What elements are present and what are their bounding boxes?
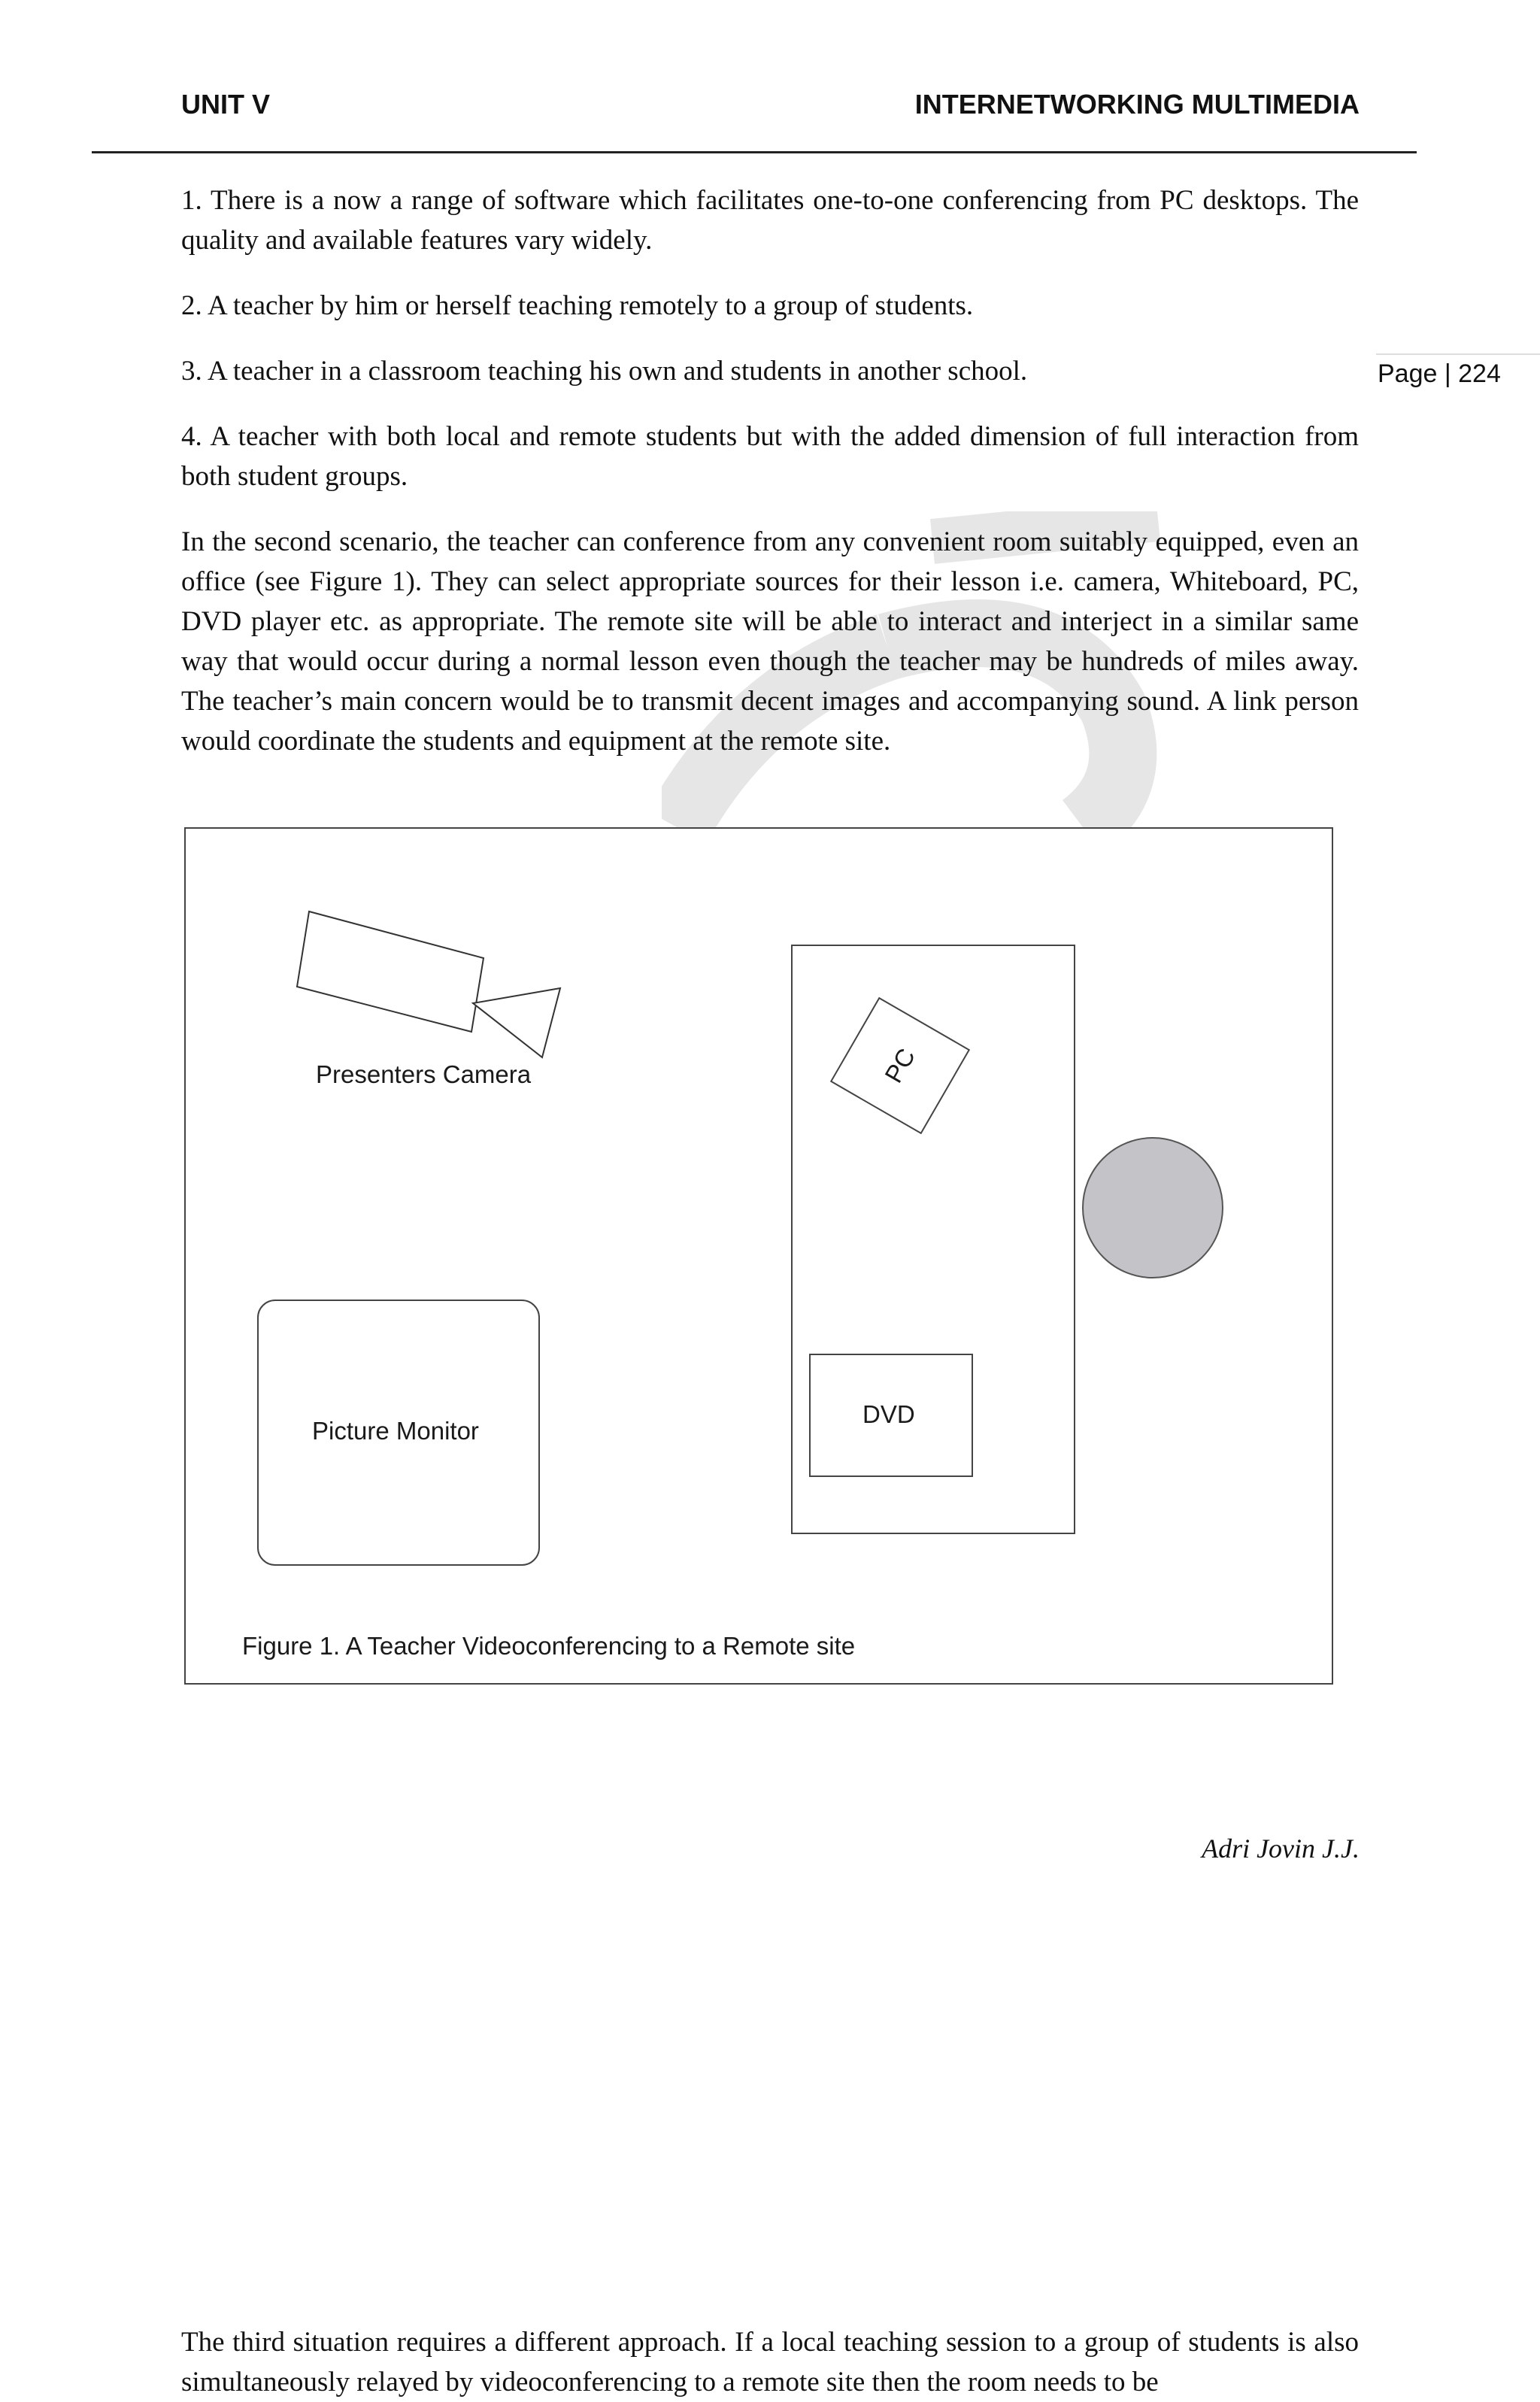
body-top xyxy=(181,180,1359,761)
paragraph-item-4: 4. A teacher with both local and remote students but with the added dimension of full interaction from both student groups. xyxy=(181,421,1359,492)
camera-body xyxy=(297,911,484,1032)
page-number: Page | 224 xyxy=(1378,359,1501,388)
figure-caption: Figure 1. A Teacher Videoconferencing to a Remote site xyxy=(242,1632,856,1660)
pc-label: PC xyxy=(879,1043,921,1087)
camera-label: Presenters Camera xyxy=(316,1060,532,1088)
presenter-circle xyxy=(1083,1138,1223,1278)
monitor-label: Picture Monitor xyxy=(312,1417,479,1445)
camera-lens xyxy=(473,988,560,1057)
paragraph-item-3: 3. A teacher in a classroom teaching his own and students in another school. xyxy=(181,356,1028,387)
presenters-camera-icon xyxy=(291,904,592,1077)
document-title: INTERNETWORKING MULTIMEDIA xyxy=(914,89,1360,120)
margin-divider xyxy=(1376,353,1540,355)
author-signature: Adri Jovin J.J. xyxy=(1202,1833,1360,1864)
paragraph-item-2: 2. A teacher by him or herself teaching remotely to a group of students. xyxy=(181,290,974,321)
presenter-figure xyxy=(1078,1137,1228,1287)
paragraph-item-1: 1. There is a now a range of software which facilitates one-to-one conferencing from PC desktops. The quality and available features vary widely. xyxy=(181,185,1359,256)
body-bottom xyxy=(181,2322,1359,2402)
paragraph-third-situation: The third situation requires a different approach. If a local teaching session to a group of students is also simultaneously relayed by videoconferencing to a remote site then the room needs to be xyxy=(181,2327,1359,2397)
paragraph-second-scenario: In the second scenario, the teacher can conference from any convenient room suitably equipped, even an office (see Figure 1). They can select appropriate sources for their lesson i.e. camera, Whiteboard, PC, DVD player etc. as appropriate. The remote site will be able to interact and interject in a similar same way that would occur during a normal lesson even though the teacher may be hundreds of miles away. The teacher’s main concern would be to transmit decent images and accompanying sound. A link person would coordinate the students and equipment at the remote site. xyxy=(181,526,1359,757)
header-divider xyxy=(92,151,1417,153)
figure-1 xyxy=(184,827,1333,1685)
dvd-label: DVD xyxy=(862,1400,915,1428)
unit-label: UNIT V xyxy=(181,89,271,120)
